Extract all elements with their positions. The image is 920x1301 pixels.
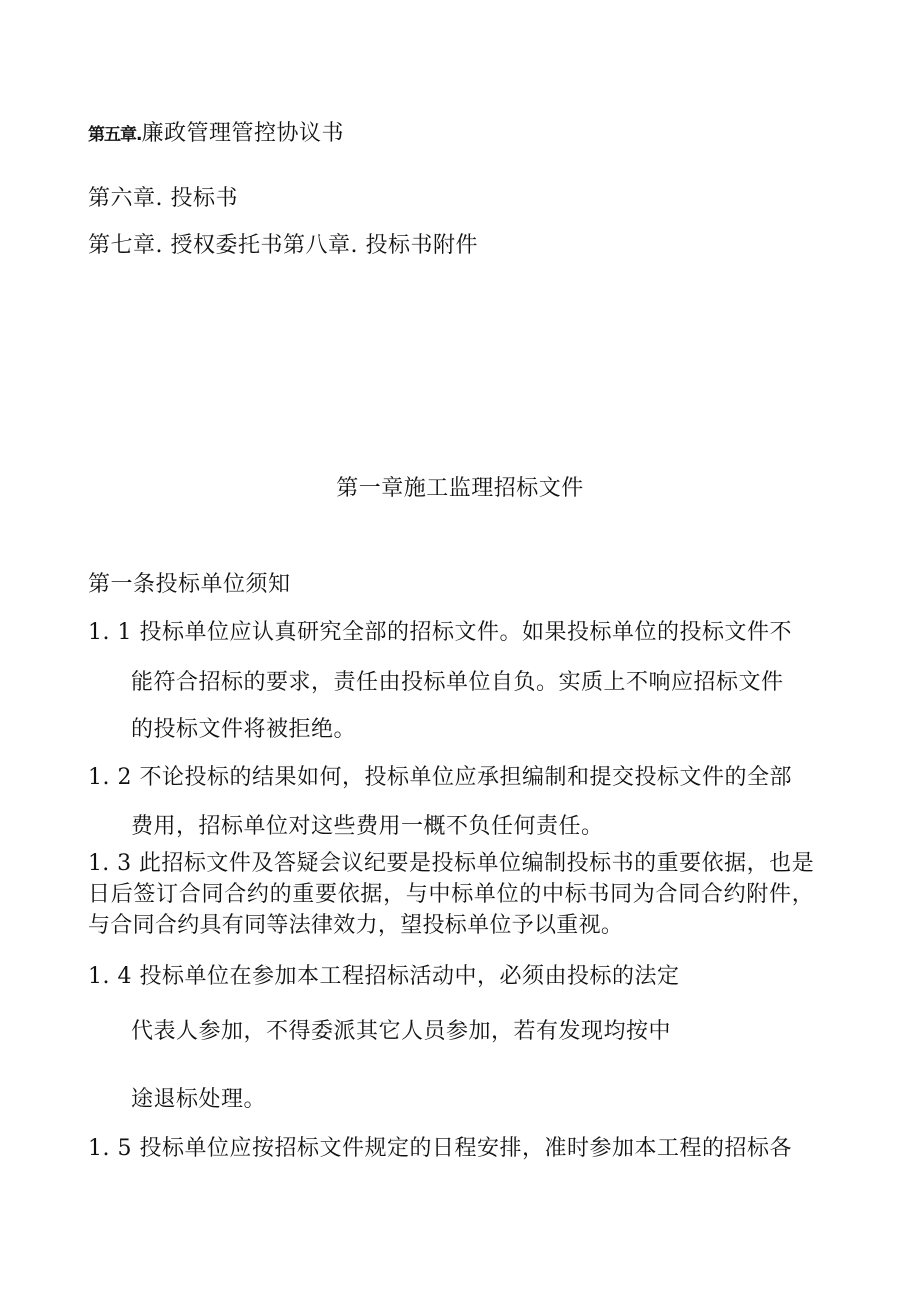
toc-chapter-5-number: 第五章. xyxy=(88,125,142,145)
clause-line: 的投标文件将被拒绝。 xyxy=(131,717,357,742)
article-heading: 第一条投标单位须知 xyxy=(88,572,291,597)
toc-chapter-6: 第六章. 投标书 xyxy=(88,186,238,211)
toc-chapter-5 xyxy=(88,121,344,148)
clause-line: 途退标处理。 xyxy=(131,1087,267,1112)
clause-line: 代表人参加，不得委派其它人员参加，若有发现均按中 xyxy=(131,1019,672,1044)
toc-chapter-5-title: 廉政管理管控协议书 xyxy=(141,121,344,146)
clause-line: 1. 2 不论投标的结果如何，投标单位应承担编制和提交投标文件的全部 xyxy=(88,765,792,790)
toc-chapter-7-8: 第七章. 授权委托书第八章. 投标书附件 xyxy=(88,233,478,258)
chapter-title: 第一章施工监理招标文件 xyxy=(336,476,584,501)
clause-line: 能符合招标的要求，责任由投标单位自负。实质上不响应招标文件 xyxy=(131,670,784,695)
clause-1-3: 1. 3 此招标文件及答疑会议纪要是投标单位编制投标书的重要依据，也是日后签订合同合约的重要依据，与中标单位的中标书同为合同合约附件，与合同合约具有同等法律效力，望投标单位予以重视。 xyxy=(88,851,814,938)
clause-line: 1. 5 投标单位应按招标文件规定的日程安排，准时参加本工程的招标各 xyxy=(88,1136,792,1161)
clause-line: 费用，招标单位对这些费用一概不负任何责任。 xyxy=(131,814,604,839)
clause-line: 1. 1 投标单位应认真研究全部的招标文件。如果投标单位的投标文件不 xyxy=(88,620,792,645)
clause-line: 1. 4 投标单位在参加本工程招标活动中，必须由投标的法定 xyxy=(88,964,680,989)
